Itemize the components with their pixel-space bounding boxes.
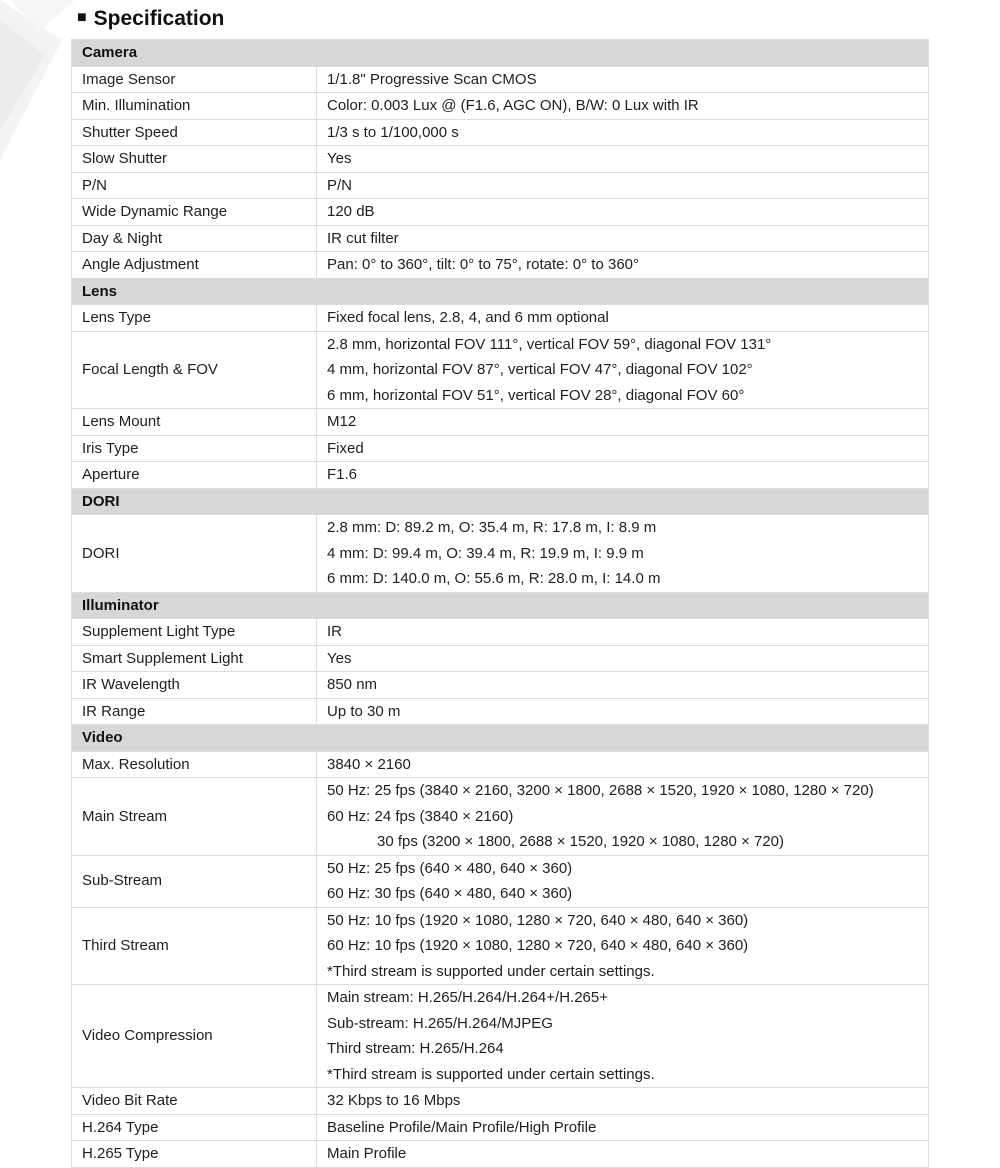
spec-value-line: 30 fps (3200 × 1800, 2688 × 1520, 1920 × 1080, 1280 × 720) xyxy=(377,833,785,850)
spec-value-line: 4 mm, horizontal FOV 87°, vertical FOV 47°, diagonal FOV 102° xyxy=(327,361,753,378)
page-title xyxy=(77,4,224,34)
spec-value xyxy=(317,645,929,672)
spec-label: IR Range xyxy=(72,698,317,725)
table-row xyxy=(72,778,929,856)
spec-value-line: 6 mm, horizontal FOV 51°, vertical FOV 28°, diagonal FOV 60° xyxy=(327,386,745,404)
specification-table xyxy=(71,39,929,1168)
spec-label: Min. Illumination xyxy=(72,93,317,120)
spec-value-line: 1/3 s to 1/100,000 s xyxy=(327,123,459,141)
table-row xyxy=(72,119,929,146)
spec-value xyxy=(317,93,929,120)
spec-value-line: IR xyxy=(327,623,342,640)
section-header: Video xyxy=(72,725,929,752)
table-row xyxy=(72,698,929,725)
spec-value xyxy=(317,225,929,252)
spec-label: Main Stream xyxy=(72,778,317,856)
table-row xyxy=(72,985,929,1088)
section-header: Lens xyxy=(72,278,929,305)
spec-label: Slow Shutter xyxy=(72,146,317,173)
spec-value-line: 60 Hz: 10 fps (1920 × 1080, 1280 × 720, 640 × 480, 640 × 360) xyxy=(327,937,749,954)
spec-value xyxy=(317,66,929,93)
page-title-text: Specification xyxy=(93,7,225,30)
spec-value xyxy=(317,331,929,409)
section-header-row xyxy=(72,488,929,515)
spec-value-line: 6 mm: D: 140.0 m, O: 55.6 m, R: 28.0 m, I: 14.0 m xyxy=(327,570,661,587)
spec-value-line: 850 nm xyxy=(327,676,378,693)
table-row xyxy=(72,172,929,199)
spec-label: Image Sensor xyxy=(72,66,317,93)
section-header-row xyxy=(72,278,929,305)
table-row xyxy=(72,751,929,778)
spec-value-line: M12 xyxy=(327,413,357,430)
spec-label: H.265 Type xyxy=(72,1141,317,1168)
spec-value xyxy=(317,855,929,907)
spec-value-line: Fixed focal lens, 2.8, 4, and 6 mm optional xyxy=(327,309,609,326)
spec-value-line: F1.6 xyxy=(327,466,358,483)
spec-label: Video Compression xyxy=(72,985,317,1088)
spec-value-line: 60 Hz: 30 fps (640 × 480, 640 × 360) xyxy=(327,885,573,902)
spec-value-line: Color: 0.003 Lux @ (F1.6, AGC ON), B/W: 0 Lux with IR xyxy=(327,97,699,114)
section-header-row xyxy=(72,592,929,619)
spec-label: P/N xyxy=(72,172,317,199)
table-row xyxy=(72,199,929,226)
spec-value xyxy=(317,409,929,436)
spec-value xyxy=(317,172,929,199)
section-header: Illuminator xyxy=(72,592,929,619)
spec-value xyxy=(317,1088,929,1115)
table-row xyxy=(72,1141,929,1168)
spec-label: Sub-Stream xyxy=(72,855,317,907)
spec-value-line: Fixed xyxy=(327,439,364,457)
spec-label: Day & Night xyxy=(72,225,317,252)
spec-value-line: 50 Hz: 10 fps (1920 × 1080, 1280 × 720, 640 × 480, 640 × 360) xyxy=(327,911,749,929)
spec-value-line: 50 Hz: 25 fps (640 × 480, 640 × 360) xyxy=(327,859,573,877)
spec-value xyxy=(317,907,929,985)
table-row xyxy=(72,93,929,120)
spec-value-line: Baseline Profile/Main Profile/High Profile xyxy=(327,1118,597,1136)
title-bullet-icon: ■ xyxy=(77,9,87,26)
table-row xyxy=(72,435,929,462)
spec-value-line: IR cut filter xyxy=(327,229,399,247)
spec-value-line: Third stream: H.265/H.264 xyxy=(327,1040,504,1057)
section-header: DORI xyxy=(72,488,929,515)
spec-label: Lens Type xyxy=(72,305,317,332)
table-row xyxy=(72,409,929,436)
spec-value-line: Main stream: H.265/H.264/H.264+/H.265+ xyxy=(327,989,608,1006)
spec-label: Aperture xyxy=(72,462,317,489)
spec-value-line: Main Profile xyxy=(327,1145,407,1162)
spec-value xyxy=(317,435,929,462)
spec-value xyxy=(317,985,929,1088)
table-row xyxy=(72,1114,929,1141)
spec-label: Supplement Light Type xyxy=(72,619,317,646)
spec-label: Angle Adjustment xyxy=(72,252,317,279)
table-row xyxy=(72,645,929,672)
spec-label: Video Bit Rate xyxy=(72,1088,317,1115)
spec-value-line: Up to 30 m xyxy=(327,702,401,720)
spec-label: Max. Resolution xyxy=(72,751,317,778)
spec-value-line: Yes xyxy=(327,150,352,167)
spec-value-line: 3840 × 2160 xyxy=(327,755,411,773)
spec-value xyxy=(317,462,929,489)
spec-value-line: Sub-stream: H.265/H.264/MJPEG xyxy=(327,1014,553,1032)
spec-value-line: 2.8 mm: D: 89.2 m, O: 35.4 m, R: 17.8 m, I: 8.9 m xyxy=(327,519,657,536)
spec-label: Smart Supplement Light xyxy=(72,645,317,672)
spec-label: Iris Type xyxy=(72,435,317,462)
spec-label: Focal Length & FOV xyxy=(72,331,317,409)
decorative-triangle-graphic xyxy=(0,0,80,170)
table-row xyxy=(72,855,929,907)
section-header-row xyxy=(72,725,929,752)
table-row xyxy=(72,619,929,646)
table-row xyxy=(72,252,929,279)
section-header-row xyxy=(72,40,929,67)
table-row xyxy=(72,1088,929,1115)
spec-value xyxy=(317,119,929,146)
spec-value xyxy=(317,199,929,226)
table-row xyxy=(72,225,929,252)
spec-value xyxy=(317,778,929,856)
spec-value xyxy=(317,1141,929,1168)
spec-value xyxy=(317,698,929,725)
spec-label: H.264 Type xyxy=(72,1114,317,1141)
table-row xyxy=(72,515,929,593)
section-header: Camera xyxy=(72,40,929,67)
spec-label: Shutter Speed xyxy=(72,119,317,146)
spec-label: Wide Dynamic Range xyxy=(72,199,317,226)
spec-value xyxy=(317,672,929,699)
spec-value-line: Yes xyxy=(327,649,352,667)
spec-label: Lens Mount xyxy=(72,409,317,436)
spec-value-line: 60 Hz: 24 fps (3840 × 2160) xyxy=(327,807,514,825)
spec-label: DORI xyxy=(72,515,317,593)
spec-label: IR Wavelength xyxy=(72,672,317,699)
spec-value-line: *Third stream is supported under certain settings. xyxy=(327,962,655,980)
table-row xyxy=(72,331,929,409)
spec-value-line: 120 dB xyxy=(327,203,375,220)
spec-value xyxy=(317,619,929,646)
spec-value xyxy=(317,515,929,593)
spec-value-line: 32 Kbps to 16 Mbps xyxy=(327,1092,461,1109)
table-row xyxy=(72,907,929,985)
spec-value-line: P/N xyxy=(327,176,353,194)
table-row xyxy=(72,305,929,332)
spec-value-line: 2.8 mm, horizontal FOV 111°, vertical FOV 59°, diagonal FOV 131° xyxy=(327,335,772,353)
spec-value-line: 4 mm: D: 99.4 m, O: 39.4 m, R: 19.9 m, I: 9.9 m xyxy=(327,544,644,562)
spec-value-line: 50 Hz: 25 fps (3840 × 2160, 3200 × 1800, 2688 × 1520, 1920 × 1080, 1280 × 720) xyxy=(327,782,874,799)
spec-value xyxy=(317,305,929,332)
spec-value-line: Pan: 0° to 360°, tilt: 0° to 75°, rotate: 0° to 360° xyxy=(327,256,640,273)
spec-value xyxy=(317,252,929,279)
table-row xyxy=(72,146,929,173)
spec-value xyxy=(317,1114,929,1141)
table-row xyxy=(72,672,929,699)
spec-value-line: *Third stream is supported under certain settings. xyxy=(327,1065,655,1083)
spec-value xyxy=(317,751,929,778)
spec-label: Third Stream xyxy=(72,907,317,985)
spec-value xyxy=(317,146,929,173)
spec-value-line: 1/1.8" Progressive Scan CMOS xyxy=(327,70,537,88)
table-row xyxy=(72,462,929,489)
table-row xyxy=(72,66,929,93)
